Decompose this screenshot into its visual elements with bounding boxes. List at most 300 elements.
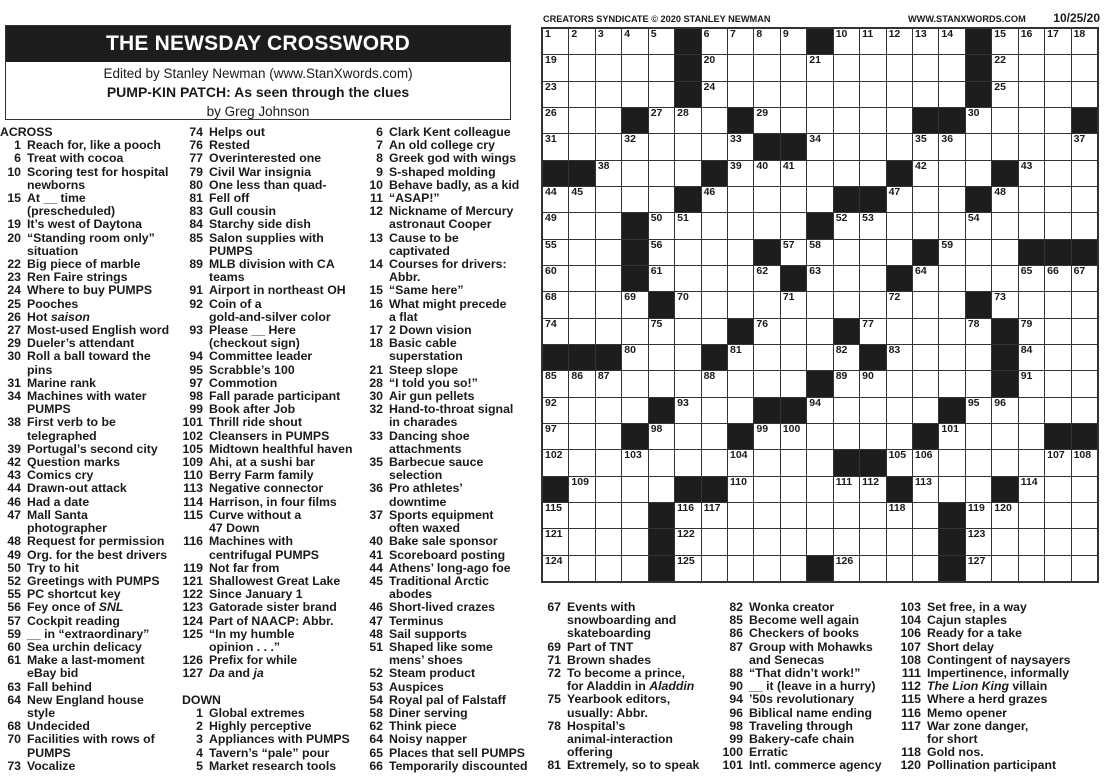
grid-cell[interactable] [569,134,594,159]
clue-item[interactable] [0,232,190,258]
grid-cell[interactable] [860,292,885,317]
grid-cell[interactable] [728,82,753,107]
grid-cell[interactable] [992,134,1017,159]
grid-cell[interactable] [834,292,859,317]
grid-cell[interactable] [702,424,727,449]
grid-cell[interactable] [675,108,700,133]
clue-item[interactable] [0,615,190,628]
grid-cell[interactable] [702,292,727,317]
grid-cell[interactable] [913,187,938,212]
grid-cell[interactable] [860,319,885,344]
grid-cell[interactable] [860,82,885,107]
grid-cell[interactable] [569,319,594,344]
grid-cell[interactable] [569,187,594,212]
grid-cell[interactable] [728,29,753,54]
grid-cell[interactable] [569,292,594,317]
grid-cell[interactable] [1045,503,1070,528]
clue-item[interactable] [362,403,547,429]
grid-cell[interactable] [649,134,674,159]
grid-cell[interactable] [807,450,832,475]
grid-cell[interactable] [860,398,885,423]
grid-cell[interactable] [596,371,621,396]
clue-item[interactable] [0,496,190,509]
grid-cell[interactable] [622,529,647,554]
grid-cell[interactable] [939,371,964,396]
grid-cell[interactable] [860,55,885,80]
clue-item[interactable] [362,430,547,456]
grid-cell[interactable] [781,240,806,265]
grid-cell[interactable] [1019,424,1044,449]
grid-cell[interactable] [649,82,674,107]
grid-cell[interactable] [860,29,885,54]
clue-item[interactable] [182,562,377,575]
clue-item[interactable] [722,627,912,640]
grid-cell[interactable] [675,371,700,396]
grid-cell[interactable] [569,529,594,554]
grid-cell[interactable] [754,424,779,449]
clue-item[interactable] [0,601,190,614]
clue-item[interactable] [0,152,190,165]
grid-cell[interactable] [728,398,753,423]
grid-cell[interactable] [834,108,859,133]
crossword-grid[interactable] [541,27,1099,583]
grid-cell[interactable] [887,29,912,54]
grid-cell[interactable] [1045,319,1070,344]
grid-cell[interactable] [596,477,621,502]
clue-item[interactable] [182,667,377,680]
clue-item[interactable] [0,535,190,548]
grid-cell[interactable] [860,424,885,449]
grid-cell[interactable] [913,82,938,107]
grid-cell[interactable] [992,55,1017,80]
grid-cell[interactable] [807,161,832,186]
clue-item[interactable] [0,733,190,759]
grid-cell[interactable] [1072,529,1097,554]
grid-cell[interactable] [1072,319,1097,344]
grid-cell[interactable] [781,82,806,107]
clue-item[interactable] [362,562,547,575]
grid-cell[interactable] [702,240,727,265]
grid-cell[interactable] [1045,450,1070,475]
grid-cell[interactable] [754,55,779,80]
grid-cell[interactable] [913,450,938,475]
grid-cell[interactable] [754,213,779,238]
grid-cell[interactable] [622,82,647,107]
grid-cell[interactable] [675,292,700,317]
clue-item[interactable] [362,509,547,535]
clue-item[interactable] [362,166,547,179]
grid-cell[interactable] [754,556,779,581]
clue-item[interactable] [362,535,547,548]
grid-cell[interactable] [860,503,885,528]
clue-item[interactable] [362,232,547,258]
grid-cell[interactable] [992,213,1017,238]
clue-item[interactable] [0,681,190,694]
grid-cell[interactable] [966,161,991,186]
grid-cell[interactable] [702,266,727,291]
grid-cell[interactable] [754,161,779,186]
grid-cell[interactable] [992,292,1017,317]
clue-item[interactable] [182,628,377,654]
grid-cell[interactable] [1045,345,1070,370]
clue-item[interactable] [182,232,377,258]
grid-cell[interactable] [728,503,753,528]
grid-cell[interactable] [992,266,1017,291]
grid-cell[interactable] [834,29,859,54]
grid-cell[interactable] [781,556,806,581]
grid-cell[interactable] [781,161,806,186]
grid-cell[interactable] [807,266,832,291]
grid-cell[interactable] [966,108,991,133]
grid-cell[interactable] [675,529,700,554]
grid-cell[interactable] [887,556,912,581]
clue-item[interactable] [182,430,377,443]
clue-item[interactable] [900,641,1108,654]
grid-cell[interactable] [675,398,700,423]
grid-cell[interactable] [728,213,753,238]
clue-item[interactable] [362,641,547,667]
grid-cell[interactable] [622,371,647,396]
grid-cell[interactable] [807,529,832,554]
clue-item[interactable] [540,601,730,641]
grid-cell[interactable] [807,55,832,80]
clue-item[interactable] [362,667,547,680]
grid-cell[interactable] [596,29,621,54]
grid-cell[interactable] [1045,82,1070,107]
grid-cell[interactable] [569,108,594,133]
grid-cell[interactable] [807,292,832,317]
grid-cell[interactable] [1019,503,1044,528]
grid-cell[interactable] [1045,398,1070,423]
clue-item[interactable] [0,218,190,231]
clue-item[interactable] [182,166,377,179]
grid-cell[interactable] [649,477,674,502]
grid-cell[interactable] [1019,345,1044,370]
grid-cell[interactable] [1072,82,1097,107]
grid-cell[interactable] [992,29,1017,54]
grid-cell[interactable] [860,161,885,186]
clue-item[interactable] [722,693,912,706]
grid-cell[interactable] [887,503,912,528]
grid-cell[interactable] [754,266,779,291]
grid-cell[interactable] [622,503,647,528]
grid-cell[interactable] [649,450,674,475]
grid-cell[interactable] [622,450,647,475]
grid-cell[interactable] [1019,134,1044,159]
grid-cell[interactable] [596,503,621,528]
grid-cell[interactable] [913,55,938,80]
grid-cell[interactable] [728,134,753,159]
clue-item[interactable] [900,759,1108,772]
clue-item[interactable] [362,298,547,324]
grid-cell[interactable] [596,82,621,107]
grid-cell[interactable] [1072,55,1097,80]
grid-cell[interactable] [939,187,964,212]
grid-cell[interactable] [596,134,621,159]
grid-cell[interactable] [543,29,568,54]
grid-cell[interactable] [622,398,647,423]
grid-cell[interactable] [939,424,964,449]
grid-cell[interactable] [807,240,832,265]
grid-cell[interactable] [913,529,938,554]
grid-cell[interactable] [834,82,859,107]
grid-cell[interactable] [728,529,753,554]
grid-cell[interactable] [781,108,806,133]
grid-cell[interactable] [754,319,779,344]
grid-cell[interactable] [939,213,964,238]
grid-cell[interactable] [966,134,991,159]
grid-cell[interactable] [1072,134,1097,159]
grid-cell[interactable] [675,503,700,528]
grid-cell[interactable] [702,213,727,238]
grid-cell[interactable] [913,319,938,344]
clue-item[interactable] [362,615,547,628]
grid-cell[interactable] [887,292,912,317]
grid-cell[interactable] [807,424,832,449]
grid-cell[interactable] [728,450,753,475]
clue-item[interactable] [182,350,377,363]
grid-cell[interactable] [807,134,832,159]
grid-cell[interactable] [781,213,806,238]
grid-cell[interactable] [622,134,647,159]
grid-cell[interactable] [966,345,991,370]
grid-cell[interactable] [1019,371,1044,396]
grid-cell[interactable] [754,187,779,212]
grid-cell[interactable] [834,503,859,528]
grid-cell[interactable] [939,477,964,502]
grid-cell[interactable] [1045,108,1070,133]
grid-cell[interactable] [1019,529,1044,554]
grid-cell[interactable] [675,556,700,581]
grid-cell[interactable] [887,398,912,423]
grid-cell[interactable] [1019,266,1044,291]
clue-item[interactable] [182,364,377,377]
grid-cell[interactable] [992,82,1017,107]
grid-cell[interactable] [596,450,621,475]
grid-cell[interactable] [1045,213,1070,238]
grid-cell[interactable] [781,529,806,554]
clue-item[interactable] [540,693,730,719]
grid-cell[interactable] [913,161,938,186]
grid-cell[interactable] [860,371,885,396]
grid-cell[interactable] [702,29,727,54]
grid-cell[interactable] [1072,266,1097,291]
grid-cell[interactable] [1019,187,1044,212]
grid-cell[interactable] [939,319,964,344]
clue-item[interactable] [362,549,547,562]
grid-cell[interactable] [702,187,727,212]
grid-cell[interactable] [728,55,753,80]
grid-cell[interactable] [596,398,621,423]
grid-cell[interactable] [913,398,938,423]
grid-cell[interactable] [569,450,594,475]
grid-cell[interactable] [754,371,779,396]
clue-item[interactable] [0,628,190,641]
grid-cell[interactable] [1072,187,1097,212]
grid-cell[interactable] [1019,29,1044,54]
grid-cell[interactable] [781,477,806,502]
grid-cell[interactable] [728,345,753,370]
grid-cell[interactable] [754,29,779,54]
grid-cell[interactable] [649,345,674,370]
clue-item[interactable] [540,641,730,654]
grid-cell[interactable] [675,161,700,186]
grid-cell[interactable] [596,424,621,449]
grid-cell[interactable] [781,371,806,396]
grid-cell[interactable] [834,161,859,186]
grid-cell[interactable] [781,29,806,54]
grid-cell[interactable] [1072,556,1097,581]
grid-cell[interactable] [702,398,727,423]
grid-cell[interactable] [649,55,674,80]
grid-cell[interactable] [754,108,779,133]
grid-cell[interactable] [622,161,647,186]
clue-item[interactable] [362,747,547,760]
clue-item[interactable] [0,694,190,720]
clue-item[interactable] [362,258,547,284]
grid-cell[interactable] [569,503,594,528]
grid-cell[interactable] [754,477,779,502]
grid-cell[interactable] [596,108,621,133]
grid-cell[interactable] [781,503,806,528]
clue-item[interactable] [0,562,190,575]
grid-cell[interactable] [966,424,991,449]
grid-cell[interactable] [807,398,832,423]
grid-cell[interactable] [1072,213,1097,238]
grid-cell[interactable] [913,503,938,528]
grid-cell[interactable] [649,29,674,54]
grid-cell[interactable] [1019,292,1044,317]
grid-cell[interactable] [622,319,647,344]
grid-cell[interactable] [992,424,1017,449]
grid-cell[interactable] [913,213,938,238]
grid-cell[interactable] [939,345,964,370]
grid-cell[interactable] [569,213,594,238]
grid-cell[interactable] [1045,292,1070,317]
grid-cell[interactable] [834,398,859,423]
clue-item[interactable] [540,720,730,760]
grid-cell[interactable] [966,266,991,291]
grid-cell[interactable] [807,503,832,528]
clue-item[interactable] [362,482,547,508]
grid-cell[interactable] [966,450,991,475]
grid-cell[interactable] [860,213,885,238]
clue-item[interactable] [0,654,190,680]
grid-cell[interactable] [834,424,859,449]
grid-cell[interactable] [728,240,753,265]
grid-cell[interactable] [622,55,647,80]
grid-cell[interactable] [1019,556,1044,581]
grid-cell[interactable] [569,240,594,265]
clue-item[interactable] [0,298,190,311]
grid-cell[interactable] [596,292,621,317]
grid-cell[interactable] [728,292,753,317]
grid-cell[interactable] [754,450,779,475]
grid-cell[interactable] [807,345,832,370]
grid-cell[interactable] [596,187,621,212]
clue-item[interactable] [182,324,377,350]
grid-cell[interactable] [939,292,964,317]
grid-cell[interactable] [1045,371,1070,396]
grid-cell[interactable] [860,556,885,581]
clue-item[interactable] [540,759,730,772]
grid-cell[interactable] [887,529,912,554]
grid-cell[interactable] [860,266,885,291]
grid-cell[interactable] [992,240,1017,265]
grid-cell[interactable] [702,450,727,475]
clue-item[interactable] [182,482,377,495]
grid-cell[interactable] [913,134,938,159]
grid-cell[interactable] [992,503,1017,528]
clue-item[interactable] [362,364,547,377]
grid-cell[interactable] [728,266,753,291]
grid-cell[interactable] [966,319,991,344]
grid-cell[interactable] [1045,529,1070,554]
grid-cell[interactable] [596,529,621,554]
grid-cell[interactable] [622,556,647,581]
grid-cell[interactable] [939,82,964,107]
grid-cell[interactable] [1019,213,1044,238]
grid-cell[interactable] [728,477,753,502]
clue-item[interactable] [900,627,1108,640]
grid-cell[interactable] [1019,108,1044,133]
clue-item[interactable] [182,284,377,297]
clue-item[interactable] [182,509,377,535]
grid-cell[interactable] [754,82,779,107]
clue-item[interactable] [362,284,547,297]
grid-cell[interactable] [754,292,779,317]
grid-cell[interactable] [887,424,912,449]
grid-cell[interactable] [966,529,991,554]
grid-cell[interactable] [728,161,753,186]
grid-cell[interactable] [702,371,727,396]
clue-item[interactable] [900,693,1108,706]
clue-item[interactable] [0,390,190,416]
grid-cell[interactable] [887,55,912,80]
grid-cell[interactable] [834,345,859,370]
grid-cell[interactable] [834,134,859,159]
clue-item[interactable] [362,337,547,363]
grid-cell[interactable] [781,450,806,475]
grid-cell[interactable] [1045,134,1070,159]
grid-cell[interactable] [1045,477,1070,502]
grid-cell[interactable] [675,266,700,291]
clue-item[interactable] [0,350,190,376]
clue-item[interactable] [182,747,377,760]
grid-cell[interactable] [887,319,912,344]
grid-cell[interactable] [781,424,806,449]
grid-cell[interactable] [1072,292,1097,317]
grid-cell[interactable] [860,477,885,502]
grid-cell[interactable] [649,319,674,344]
clue-item[interactable] [182,152,377,165]
grid-cell[interactable] [939,450,964,475]
clue-item[interactable] [182,733,377,746]
grid-cell[interactable] [966,371,991,396]
grid-cell[interactable] [622,187,647,212]
grid-cell[interactable] [649,213,674,238]
clue-item[interactable] [362,681,547,694]
grid-cell[interactable] [860,529,885,554]
grid-cell[interactable] [569,398,594,423]
grid-cell[interactable] [1072,503,1097,528]
grid-cell[interactable] [754,529,779,554]
grid-cell[interactable] [1072,371,1097,396]
clue-item[interactable] [0,482,190,495]
grid-cell[interactable] [1019,398,1044,423]
grid-cell[interactable] [754,503,779,528]
clue-item[interactable] [722,707,912,720]
